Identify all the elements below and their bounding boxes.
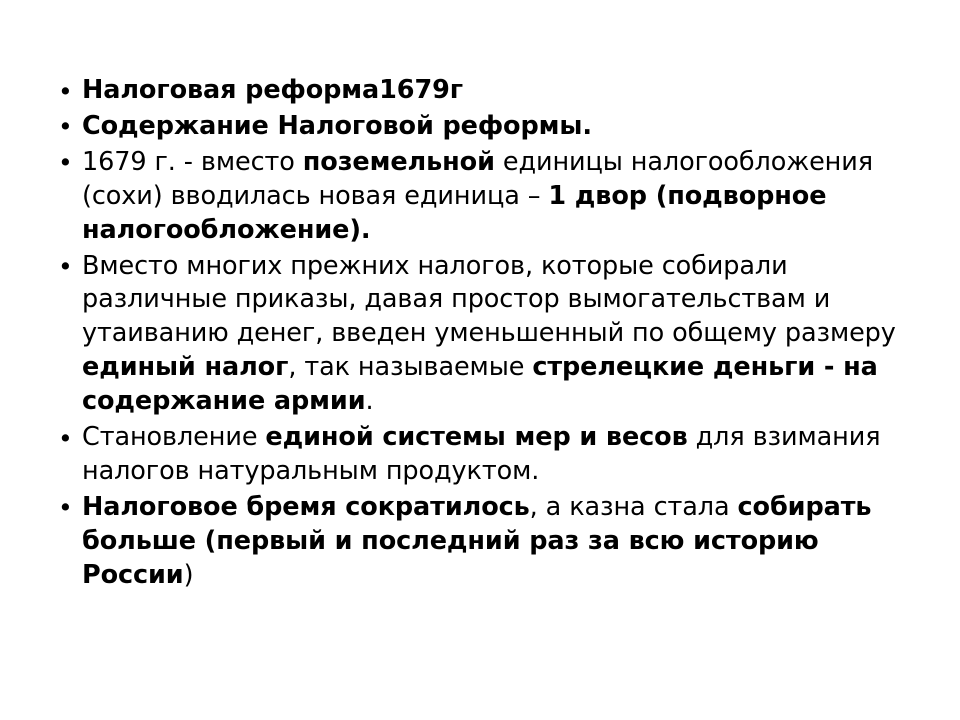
- text-run-bold: 1 двор (подворное налогообложение).: [82, 180, 827, 245]
- bullet-dot-icon: •: [58, 112, 73, 142]
- bullet-dot-icon: •: [58, 423, 73, 453]
- text-run-bold: Налоговая реформа1679г: [82, 75, 463, 105]
- text-run-bold: поземельной: [302, 146, 495, 177]
- text-run-bold: Содержание Налоговой реформы.: [82, 110, 592, 141]
- text-run: единицы налогообложения (сохи) вводилась новая единица –: [82, 146, 873, 211]
- text-run: Становление: [82, 422, 266, 453]
- bullet-text: [82, 491, 904, 593]
- text-run: Вместо многих прежних налогов, которые собирали различные приказы, давая простор вымогательствам и утаиванию денег, введен уменьшенный по общему размеру: [82, 250, 896, 349]
- bullet-list: [44, 74, 904, 593]
- text-run: , а казна стала: [529, 491, 738, 522]
- bullet-item-single-tax: [44, 250, 904, 420]
- bullet-item-measures-and-weights: [44, 421, 904, 489]
- text-run-bold: единый налог: [82, 352, 289, 383]
- text-run-bold: стрелецкие деньги - на содержание армии: [82, 352, 878, 417]
- bullet-text: [82, 74, 904, 108]
- bullet-dot-icon: •: [58, 493, 73, 523]
- bullet-item-reform-title: [44, 74, 904, 108]
- bullet-item-unit-of-taxation: [44, 146, 904, 248]
- bullet-text: [82, 250, 904, 420]
- bullet-dot-icon: •: [58, 76, 73, 106]
- text-run-bold: собирать больше (первый и последний раз за всю историю России: [82, 491, 872, 590]
- bullet-item-tax-burden: [44, 491, 904, 593]
- text-run: ): [183, 559, 194, 590]
- bullet-text: [82, 421, 904, 489]
- text-run: , так называемые: [288, 352, 533, 383]
- text-run: 1679 г. - вместо: [82, 146, 303, 177]
- bullet-item-reform-contents-title: [44, 110, 904, 144]
- text-run: для взимания налогов натуральным продуктом.: [82, 422, 881, 486]
- bullet-text: [82, 110, 904, 144]
- text-run: .: [365, 386, 374, 417]
- bullet-text: [82, 146, 904, 248]
- bullet-dot-icon: •: [58, 252, 73, 282]
- text-run-bold: Налоговое бремя сократилось: [82, 491, 530, 522]
- bullet-dot-icon: •: [58, 148, 73, 178]
- text-run-bold: единой системы мер и весов: [265, 422, 688, 453]
